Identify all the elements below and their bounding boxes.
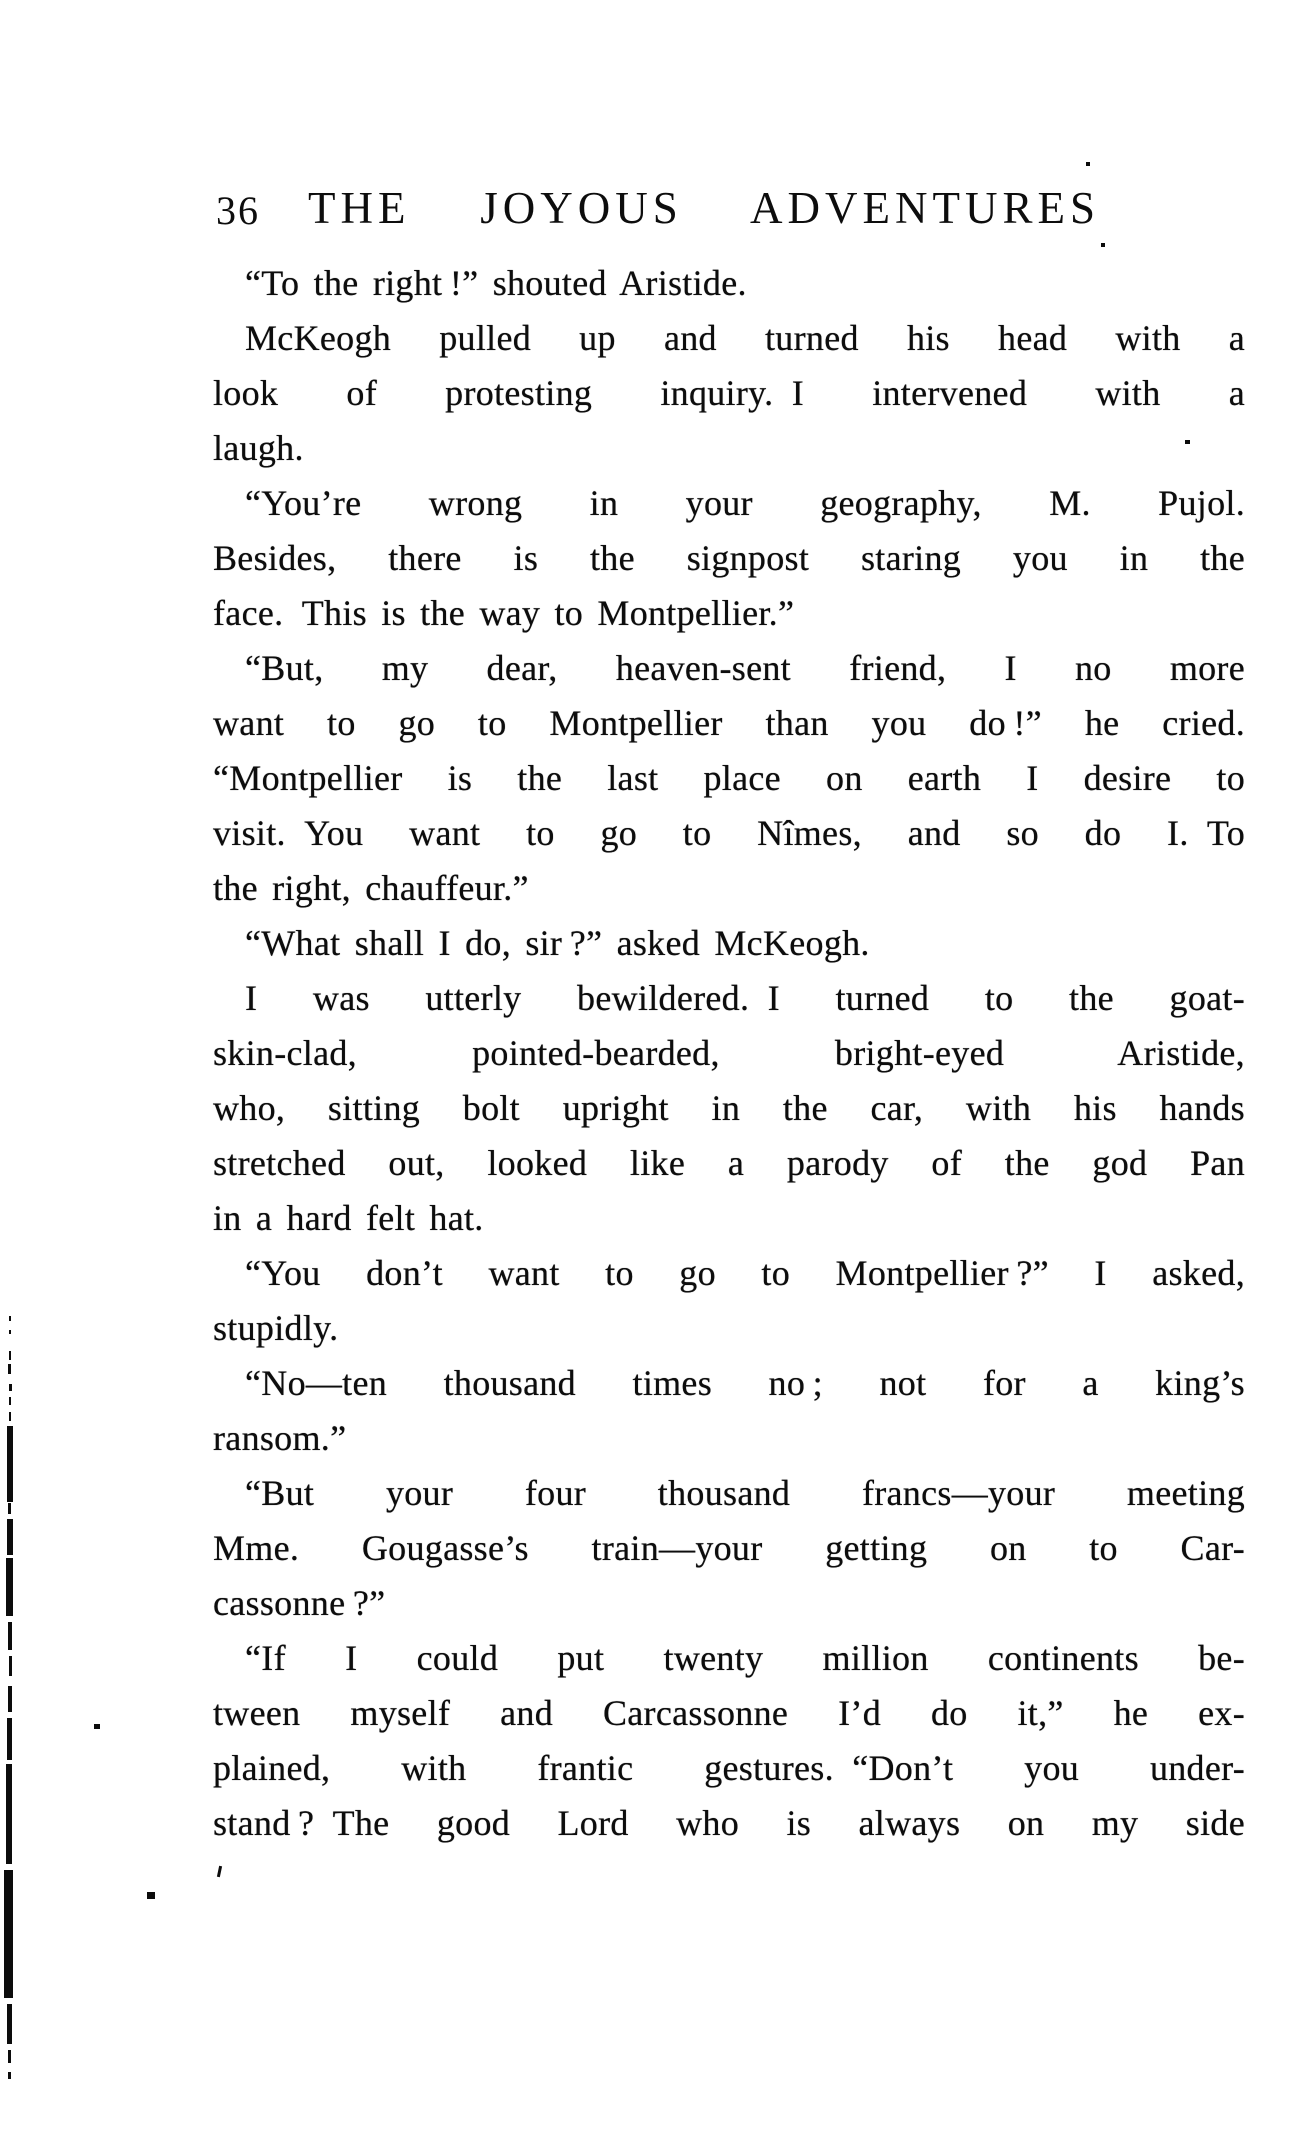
text-line: stretched out, looked like a parody of the god Pan bbox=[213, 1143, 1245, 1183]
scan-speck bbox=[1101, 243, 1105, 247]
ink-mark bbox=[7, 1519, 13, 1555]
ink-mark bbox=[9, 1656, 12, 1676]
text-line: skin-clad, pointed-bearded, bright-eyed Aristide, bbox=[213, 1033, 1245, 1073]
ink-mark bbox=[6, 1558, 13, 1616]
text-line: who, sitting bolt upright in the car, with his hands bbox=[213, 1088, 1245, 1128]
ink-mark bbox=[8, 1364, 11, 1374]
text-line: “If I could put twenty million continents be- bbox=[245, 1638, 1245, 1678]
ink-mark bbox=[8, 2072, 11, 2079]
ink-mark bbox=[7, 1426, 13, 1502]
ink-mark bbox=[6, 1764, 12, 1864]
text-line: ransom.” bbox=[213, 1418, 347, 1458]
text-line: “But your four thousand francs—your meeting bbox=[245, 1473, 1245, 1513]
text-line: the right, chauffeur.” bbox=[213, 868, 529, 908]
text-line: look of protesting inquiry. I intervened with a bbox=[213, 373, 1245, 413]
scan-speck bbox=[94, 1724, 100, 1729]
text-line: cassonne ?” bbox=[213, 1583, 386, 1623]
text-line: McKeogh pulled up and turned his head with a bbox=[245, 318, 1245, 358]
text-line: “What shall I do, sir ?” asked McKeogh. bbox=[245, 923, 870, 963]
text-line: “To the right !” shouted Aristide. bbox=[245, 263, 747, 303]
text-line: plained, with frantic gestures. “Don’t you under- bbox=[213, 1748, 1245, 1788]
text-line: in a hard felt hat. bbox=[213, 1198, 484, 1238]
text-line: laugh. bbox=[213, 428, 304, 468]
text-line: visit. You want to go to Nîmes, and so do I. To bbox=[213, 813, 1245, 853]
text-line: face. This is the way to Montpellier.” bbox=[213, 593, 795, 633]
ink-mark bbox=[9, 1330, 11, 1334]
running-title: THE JOYOUS ADVENTURES bbox=[308, 183, 1100, 233]
text-line: Mme. Gougasse’s train—your getting on to Car- bbox=[213, 1528, 1245, 1568]
text-line: want to go to Montpellier than you do !” he cried. bbox=[213, 703, 1245, 743]
ink-mark bbox=[9, 1351, 11, 1360]
ink-mark bbox=[8, 2050, 11, 2063]
scan-speck bbox=[147, 1892, 155, 1899]
ink-mark bbox=[9, 1397, 11, 1405]
text-block bbox=[213, 256, 1245, 1851]
text-line: Besides, there is the signpost staring you in the bbox=[213, 538, 1245, 578]
text-line: I was utterly bewildered. I turned to the goat- bbox=[245, 978, 1245, 1018]
ink-mark bbox=[7, 1718, 12, 1760]
text-line: “Montpellier is the last place on earth I desire to bbox=[213, 758, 1245, 798]
text-line: “But, my dear, heaven-sent friend, I no more bbox=[245, 648, 1245, 688]
ink-mark bbox=[8, 1622, 12, 1650]
page-number: 36 bbox=[216, 188, 260, 233]
scan-speck bbox=[1185, 440, 1190, 444]
ink-mark bbox=[9, 1412, 11, 1421]
scan-speck bbox=[1086, 162, 1090, 166]
text-line: stupidly. bbox=[213, 1308, 339, 1348]
ink-mark bbox=[8, 1686, 12, 1712]
ink-mark bbox=[9, 1384, 12, 1391]
ink-mark bbox=[7, 2004, 12, 2044]
ink-mark bbox=[4, 1870, 13, 1998]
text-line: stand ? The good Lord who is always on my side bbox=[213, 1803, 1245, 1843]
text-line: “You’re wrong in your geography, M. Pujol. bbox=[245, 483, 1245, 523]
ink-mark bbox=[8, 1503, 11, 1514]
text-line: tween myself and Carcassonne I’d do it,” he ex- bbox=[213, 1693, 1245, 1733]
ink-mark bbox=[9, 1316, 11, 1321]
text-line: “No—ten thousand times no ; not for a king’s bbox=[245, 1363, 1245, 1403]
scan-speck bbox=[217, 1866, 222, 1877]
text-line: “You don’t want to go to Montpellier ?” I asked, bbox=[245, 1253, 1245, 1293]
